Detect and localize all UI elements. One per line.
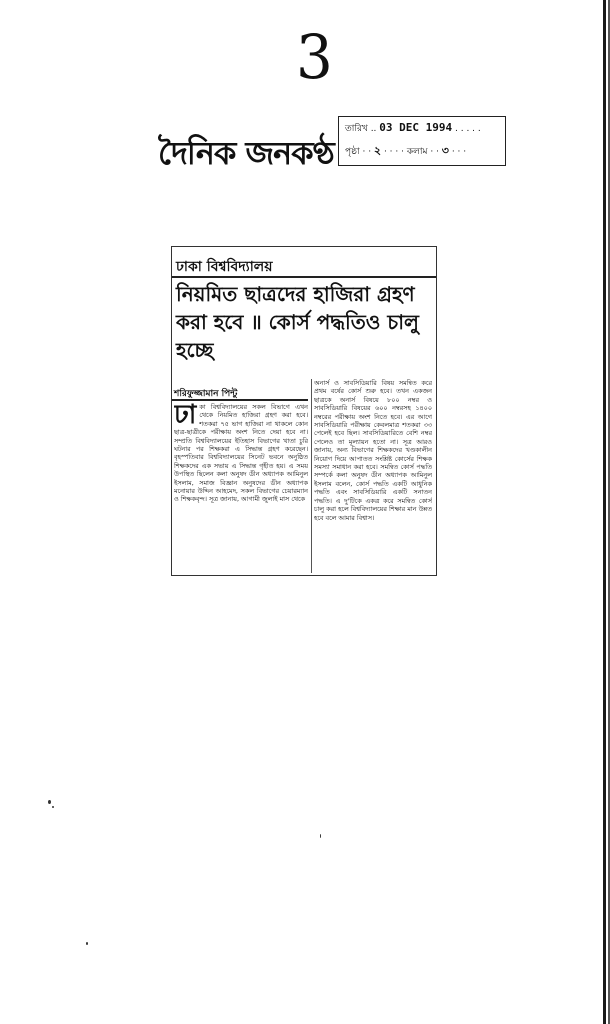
column-divider	[311, 379, 312, 573]
scan-speck	[48, 800, 51, 804]
stamp-date-value: 03 DEC 1994	[379, 121, 453, 134]
stamp-page-label: পৃষ্ঠা	[345, 147, 360, 157]
clipping-kicker: ঢাকা বিশ্ববিদ্যালয়	[176, 259, 273, 275]
stamp-page-row: পৃষ্ঠা · · ২ · · · · কলাম · · ৩ · · ·	[345, 144, 467, 157]
stamp-page-value: ২	[373, 144, 382, 157]
scan-edge-line	[603, 0, 606, 1024]
scan-speck	[320, 834, 321, 838]
stamp-column-label: কলাম	[406, 147, 428, 157]
archive-stamp	[338, 116, 506, 166]
byline-rule	[172, 399, 308, 401]
kicker-rule	[172, 276, 436, 278]
article-dropcap: ঢা	[174, 403, 197, 430]
scan-speck	[86, 942, 88, 945]
stamp-date-row: তারিখ .. 03 DEC 1994 . . . . .	[345, 121, 481, 134]
stamp-date-label: তারিখ	[345, 124, 368, 134]
handwritten-page-number: 3	[296, 21, 333, 93]
article-left-text: কা বিশ্ববিদ্যালয়ের সকল বিভাগে এখন থেকে নিয়মিত হাজিরা গ্রহণ করা হবে। শতকরা ৭৫ ভাগ হাজিরা না থাকলে কোন ছাত্র-ছাত্রীকে পরীক্ষায় অংশ নিতে দেয়া হবে না। সম্প্রতি বিশ্ববিদ্যালয়ের ইতিহাস বিভাগের খাতা চুরি ঘটনার পর শিক্ষকরা এ সিদ্ধান্ত গ্রহণ করেছেন। বৃহস্পতিবার বিশ্ববিদ্যালয়ের সিনেট ভবনে অনুষ্ঠিত শিক্ষকদের এক সভায় এ সিদ্ধান্ত গৃহীত হয়। এ সময় উপস্থিত ছিলেন কলা অনুষদ ডীন অধ্যাপক আমিনুল ইসলাম, সমাজ বিজ্ঞান অনুষদের ডীন অধ্যাপক মনোয়ার উদ্দিন আহমেদ, সকল বিভাগের চেয়ারম্যান ও শিক্ষকবৃন্দ। সূত্র জানায়, আগামী জুলাই মাস থেকে	[174, 403, 308, 504]
newspaper-clipping	[171, 246, 437, 576]
scan-speck	[52, 806, 54, 808]
stamp-column-value: ৩	[441, 144, 449, 157]
article-right-column: অনার্স ও সাবসিডিয়ারি বিষয় সমন্বিত করে প্রথম বর্ষের কোর্স শুরু হবে। তখন একজন ছাত্রকে অনার্স বিষয়ে ৮০০ নম্বর ও সাবসিডিয়ারি বিষয়ের ৬০০ নম্বরসহ ১৪০০ নম্বরের পরীক্ষায় অংশ নিতে হবে। এর আগে সাবসিডিয়ারি পরীক্ষায় কেবলমাত্র শতকরা ৩৩ পেলেই হবে ছিল। সাবসিডিয়ারিতে বেশি নম্বর পেলেও তা মূল্যায়ন হতো না। সূত্র আরও জানায়, অন্য বিভাগের শিক্ষকদের খণ্ডকালীন নিয়োগ দিয়ে আপাতত সংশ্লিষ্ট কোর্সের শিক্ষক সমস্যা সমাধান করা হবে। সমন্বিত কোর্স পদ্ধতি সম্পর্কে কলা অনুষদ ডীন অধ্যাপক আমিনুল ইসলাম বলেন, কোর্স পদ্ধতি একটি আধুনিক পদ্ধতি এবং সাবসিডিয়ারি একটি সনাতন পদ্ধতি। এ দু'টিকে একত্র করে সমন্বিত কোর্স চালু করা হলে বিশ্ববিদ্যালয়ের শিক্ষার মান উন্নত হবে বলে আমার বিশ্বাস।	[314, 379, 432, 522]
article-left-column	[174, 403, 308, 573]
clipping-byline: শরিফুজ্জামান পিন্টু	[174, 389, 238, 399]
newspaper-masthead: দৈনিক জনকণ্ঠ	[158, 134, 334, 172]
clipping-headline: নিয়মিত ছাত্রদের হাজিরা গ্রহণ করা হবে ॥ কোর্স পদ্ধতিও চালু হচ্ছে	[176, 282, 419, 362]
